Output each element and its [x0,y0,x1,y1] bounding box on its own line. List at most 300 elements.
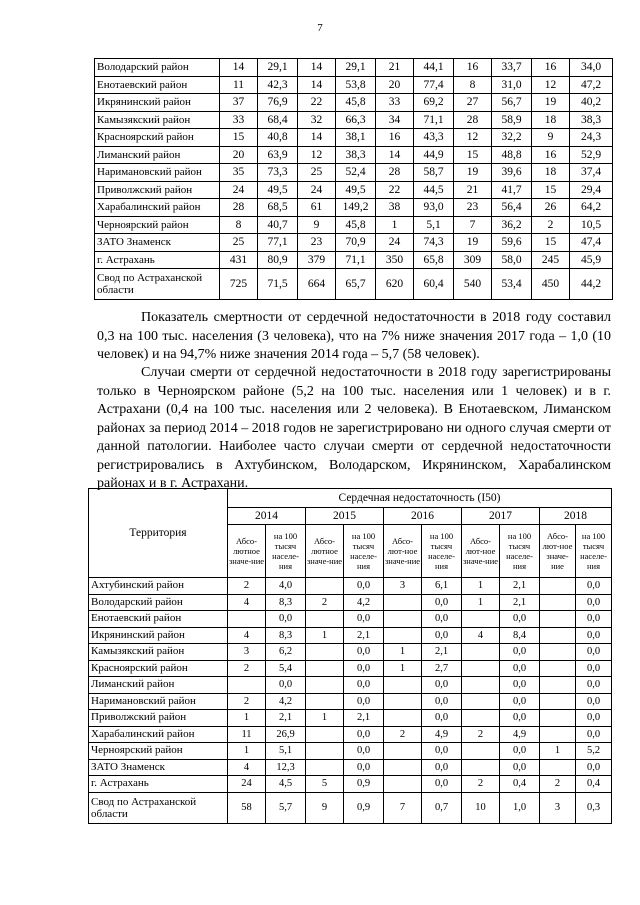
table-row [95,146,613,164]
cell-value: 49,5 [258,181,298,199]
cell-value: 0,0 [344,743,384,760]
cell-value [540,710,576,727]
cell-value: 0,0 [344,726,384,743]
cell-value: 8,4 [500,627,540,644]
cell-value: 68,5 [258,199,298,217]
sub-header: Абсо-лют-ное значе-ние [384,525,422,578]
cell-value: 0,0 [500,759,540,776]
table-row [95,181,613,199]
cell-value: 32,2 [492,129,532,147]
cell-value: 45,8 [336,94,376,112]
cell-value [462,677,500,694]
cell-value: 4,9 [422,726,462,743]
cell-value: 33 [376,94,414,112]
cell-value: 61 [298,199,336,217]
cell-value [228,611,266,628]
cell-value: 0,0 [422,611,462,628]
cell-value: 40,8 [258,129,298,147]
cell-value: 19 [454,164,492,182]
cell-value: 1 [384,644,422,661]
mortality-table-continued [94,58,613,300]
cell-value: 65,7 [336,269,376,300]
cell-value [540,578,576,595]
cell-value: 0,0 [500,743,540,760]
cell-value: 5,4 [266,660,306,677]
cell-value: 0,0 [576,726,612,743]
cell-value: 0,0 [422,693,462,710]
row-territory: Харабалинский район [89,726,228,743]
cell-value: 0,0 [576,594,612,611]
cell-value: 58,7 [414,164,454,182]
cell-value: 45,9 [570,251,613,269]
cell-value [306,644,344,661]
cell-value: 1 [384,660,422,677]
table-row [89,594,612,611]
cell-value: 379 [298,251,336,269]
cell-value: 1 [228,743,266,760]
cell-value: 5,2 [576,743,612,760]
cell-value: 4 [228,759,266,776]
cell-value [540,611,576,628]
table-row [89,578,612,595]
cell-value: 12,3 [266,759,306,776]
cell-value: 2,1 [500,578,540,595]
cell-value [384,710,422,727]
cell-value: 4,5 [266,776,306,793]
table-row [95,129,613,147]
cell-value: 53,8 [336,76,376,94]
cell-value: 80,9 [258,251,298,269]
cell-value: 0,0 [344,759,384,776]
cell-value [384,627,422,644]
cell-value: 16 [532,59,570,77]
year-header: 2017 [462,508,540,525]
cell-value: 2 [532,216,570,234]
cell-value: 77,1 [258,234,298,252]
cell-value: 58 [228,792,266,823]
cell-value: 28 [376,164,414,182]
cell-value [540,677,576,694]
cell-value: 0,0 [344,677,384,694]
cell-value [462,710,500,727]
cell-value: 49,5 [336,181,376,199]
row-territory: Камызякский район [95,111,220,129]
cell-value: 34,0 [570,59,613,77]
cell-value: 77,4 [414,76,454,94]
year-header: 2016 [384,508,462,525]
cell-value: 7 [384,792,422,823]
cell-value: 12 [532,76,570,94]
cell-value: 56,7 [492,94,532,112]
cell-value: 6,1 [422,578,462,595]
table-row [89,627,612,644]
cell-value: 0,0 [576,710,612,727]
row-territory: Черноярский район [95,216,220,234]
table-row [89,710,612,727]
cell-value: 664 [298,269,336,300]
table-row [95,199,613,217]
cell-value: 2 [228,660,266,677]
table-row [95,76,613,94]
cell-value: 0,0 [422,594,462,611]
row-territory: ЗАТО Знаменск [95,234,220,252]
cell-value: 71,1 [336,251,376,269]
cell-value [384,776,422,793]
cell-value: 27 [454,94,492,112]
cell-value: 41,7 [492,181,532,199]
cell-value: 0,9 [344,776,384,793]
paragraph-2 [97,364,611,494]
cell-value: 4 [228,627,266,644]
cell-value [306,743,344,760]
cell-value: 70,9 [336,234,376,252]
cell-value [306,611,344,628]
cell-value: 14 [376,146,414,164]
row-territory: Красноярский район [89,660,228,677]
cell-value: 24 [220,181,258,199]
cell-value: 12 [454,129,492,147]
cell-value: 60,4 [414,269,454,300]
cell-value: 34 [376,111,414,129]
cell-value: 38,1 [336,129,376,147]
cell-value: 0,3 [576,792,612,823]
cell-value: 4 [462,627,500,644]
cell-value: 24,3 [570,129,613,147]
table-row [89,677,612,694]
sub-header: на 100 тысяч населе-ния [500,525,540,578]
cell-value: 76,9 [258,94,298,112]
cell-value: 0,0 [576,611,612,628]
cell-value: 0,7 [422,792,462,823]
cell-value: 18 [532,164,570,182]
cell-value: 0,0 [500,693,540,710]
cell-value: 14 [298,129,336,147]
cell-value: 44,5 [414,181,454,199]
cell-value: 52,9 [570,146,613,164]
cell-value: 93,0 [414,199,454,217]
cell-value: 10 [462,792,500,823]
sub-header: на 100 тысяч населе-ния [266,525,306,578]
cell-value: 4,2 [266,693,306,710]
row-territory: Красноярский район [95,129,220,147]
table-row [89,660,612,677]
cell-value: 33 [220,111,258,129]
cell-value: 1,0 [500,792,540,823]
sub-header: Абсо-лютное значе-ние [306,525,344,578]
cell-value: 38 [376,199,414,217]
row-territory: Икрянинский район [95,94,220,112]
cell-value: 53,4 [492,269,532,300]
cell-value: 5 [306,776,344,793]
cell-value: 0,0 [344,578,384,595]
table-row [89,792,612,823]
year-header: 2014 [228,508,306,525]
cell-value: 36,2 [492,216,532,234]
cell-value: 26,9 [266,726,306,743]
cell-value: 64,2 [570,199,613,217]
sub-header: на 100 тысяч населе-ния [422,525,462,578]
cell-value: 3 [540,792,576,823]
year-header: 2015 [306,508,384,525]
row-territory: Ахтубинский район [89,578,228,595]
cell-value: 3 [384,578,422,595]
cell-value: 45,8 [336,216,376,234]
cell-value: 14 [298,59,336,77]
cell-value: 5,1 [266,743,306,760]
cell-value: 0,0 [576,759,612,776]
cell-value: 2 [462,776,500,793]
cell-value: 0,0 [422,759,462,776]
row-territory: Харабалинский район [95,199,220,217]
heart-failure-table [88,488,612,824]
cell-value: 22 [376,181,414,199]
cell-value: 2,1 [266,710,306,727]
cell-value [540,594,576,611]
table-row [95,269,613,300]
cell-value: 74,3 [414,234,454,252]
row-territory: Икрянинский район [89,627,228,644]
cell-value: 71,1 [414,111,454,129]
cell-value: 52,4 [336,164,376,182]
cell-value: 40,7 [258,216,298,234]
cell-value: 0,4 [500,776,540,793]
cell-value [384,594,422,611]
row-territory: Лиманский район [89,677,228,694]
cell-value: 0,0 [344,660,384,677]
cell-value: 8,3 [266,594,306,611]
cell-value [540,627,576,644]
cell-value: 1 [376,216,414,234]
cell-value [384,611,422,628]
cell-value: 25 [220,234,258,252]
table-row [89,611,612,628]
cell-value: 14 [298,76,336,94]
cell-value: 8 [220,216,258,234]
cell-value: 1 [462,578,500,595]
row-territory: г. Астрахань [95,251,220,269]
cell-value: 24 [376,234,414,252]
cell-value: 0,0 [422,710,462,727]
cell-value [462,759,500,776]
cell-value [306,660,344,677]
cell-value: 29,4 [570,181,613,199]
cell-value [384,677,422,694]
cell-value [540,660,576,677]
cell-value: 620 [376,269,414,300]
cell-value [306,726,344,743]
cell-value: 431 [220,251,258,269]
cell-value: 15 [532,234,570,252]
sub-header: Абсо-лютное значе-ние [228,525,266,578]
cell-value: 1 [306,710,344,727]
cell-value [306,693,344,710]
cell-value: 58,0 [492,251,532,269]
cell-value: 69,2 [414,94,454,112]
table-row [95,164,613,182]
cell-value: 16 [376,129,414,147]
cell-value: 37 [220,94,258,112]
cell-value: 0,0 [500,660,540,677]
cell-value: 1 [306,627,344,644]
cell-value [462,644,500,661]
cell-value: 0,0 [422,776,462,793]
table-row [95,216,613,234]
cell-value: 24 [228,776,266,793]
cell-value [462,693,500,710]
cell-value: 450 [532,269,570,300]
page-number: 7 [317,22,323,34]
cell-value: 0,0 [344,611,384,628]
cell-value: 8 [454,76,492,94]
cell-value: 16 [532,146,570,164]
cell-value: 73,3 [258,164,298,182]
row-territory: Наримановский район [95,164,220,182]
cell-value: 2,1 [500,594,540,611]
table-row [95,94,613,112]
cell-value: 2 [462,726,500,743]
cell-value: 0,0 [266,677,306,694]
cell-value: 0,0 [500,677,540,694]
cell-value: 16 [454,59,492,77]
cell-value: 23 [454,199,492,217]
cell-value: 43,3 [414,129,454,147]
cell-value: 1 [462,594,500,611]
cell-value: 19 [532,94,570,112]
cell-value: 0,0 [500,644,540,661]
cell-value: 0,0 [576,578,612,595]
cell-value [462,660,500,677]
row-territory: Енотаевский район [95,76,220,94]
cell-value: 6,2 [266,644,306,661]
row-territory: Свод по Астраханской области [89,792,228,823]
row-territory: Черноярский район [89,743,228,760]
cell-value: 35 [220,164,258,182]
cell-value: 2,1 [344,710,384,727]
sub-header: Абсо-лют-ное значе-ние [540,525,576,578]
cell-value: 40,2 [570,94,613,112]
sub-header: Абсо-лют-ное значе-ние [462,525,500,578]
cell-value: 66,3 [336,111,376,129]
cell-value: 59,6 [492,234,532,252]
cell-value: 44,2 [570,269,613,300]
cell-value: 37,4 [570,164,613,182]
cell-value: 11 [220,76,258,94]
cell-value [384,693,422,710]
cell-value: 28 [454,111,492,129]
row-territory: Наримановский район [89,693,228,710]
row-territory: Володарский район [89,594,228,611]
cell-value: 39,6 [492,164,532,182]
cell-value: 15 [454,146,492,164]
cell-value: 20 [376,76,414,94]
cell-value: 4,0 [266,578,306,595]
cell-value: 24 [298,181,336,199]
cell-value: 15 [220,129,258,147]
cell-value: 2,1 [344,627,384,644]
cell-value: 9 [298,216,336,234]
cell-value: 5,1 [414,216,454,234]
cell-value: 8,3 [266,627,306,644]
cell-value: 0,0 [422,743,462,760]
cell-value: 0,0 [576,693,612,710]
table-row [89,644,612,661]
cell-value: 4 [228,594,266,611]
cell-value: 245 [532,251,570,269]
cell-value: 42,3 [258,76,298,94]
row-territory: Приволжский район [89,710,228,727]
cell-value: 25 [298,164,336,182]
cell-value: 2 [540,776,576,793]
cell-value: 28 [220,199,258,217]
cell-value: 23 [298,234,336,252]
cell-value: 149,2 [336,199,376,217]
cell-value: 725 [220,269,258,300]
cell-value: 18 [532,111,570,129]
table-row [89,726,612,743]
row-territory: Свод по Астраханской области [95,269,220,300]
cell-value: 0,0 [422,627,462,644]
cell-value: 19 [454,234,492,252]
cell-value [540,644,576,661]
table-row [95,234,613,252]
cell-value: 0,0 [576,677,612,694]
cell-value: 58,9 [492,111,532,129]
cell-value: 38,3 [570,111,613,129]
table-row [89,743,612,760]
cell-value: 0,0 [500,710,540,727]
cell-value [384,759,422,776]
table-row [89,776,612,793]
cell-value: 2 [384,726,422,743]
sub-header: на 100 тысяч населе-ния [576,525,612,578]
cell-value: 3 [228,644,266,661]
territory-header: Территория [89,489,228,578]
cell-value: 0,0 [422,677,462,694]
row-territory: Камызякский район [89,644,228,661]
table-row [89,759,612,776]
row-territory: Володарский район [95,59,220,77]
cell-value [540,726,576,743]
cell-value: 0,0 [576,644,612,661]
paragraph-2-text: Случаи смерти от сердечной недостаточности в 2018 году зарегистрированы только в Черноярском районе (5,2 на 100 тыс. населения или 1 человек) и в г. Астрахани (0,4 на 100 тыс. населения или 2 человека). В Енотаевском, Лиманском районах за период 2014 – 2018 годов не зарегистрировано ни одного случая смерти от данной патологии. Наиболее часто случаи смерти от сердечной недостаточности регистрировались в Ахтубинском, Володарском, Икрянинском, Харабалинском районах и в г. Астрахани. [97,365,611,491]
cell-value: 5,7 [266,792,306,823]
cell-value: 2,1 [422,644,462,661]
cell-value: 29,1 [336,59,376,77]
cell-value [306,759,344,776]
cell-value [540,693,576,710]
cell-value: 7 [454,216,492,234]
cell-value: 1 [228,710,266,727]
cell-value: 10,5 [570,216,613,234]
cell-value: 38,3 [336,146,376,164]
row-territory: г. Астрахань [89,776,228,793]
cell-value: 21 [454,181,492,199]
cell-value: 9 [532,129,570,147]
row-territory: Приволжский район [95,181,220,199]
cell-value: 540 [454,269,492,300]
cell-value: 65,8 [414,251,454,269]
year-header: 2018 [540,508,612,525]
cell-value: 48,8 [492,146,532,164]
cell-value: 29,1 [258,59,298,77]
cell-value: 2 [228,578,266,595]
cell-value: 56,4 [492,199,532,217]
cell-value: 12 [298,146,336,164]
cell-value [228,677,266,694]
paragraph-1-text: Показатель смертности от сердечной недостаточности в 2018 году составил 0,3 на 100 тыс. населения (3 человека), что на 7% ниже значения 2017 года – 1,0 (10 человек) и на 94,7% ниже значения 2014 года – 5,7 (58 человек). [97,310,611,362]
cell-value: 22 [298,94,336,112]
cell-value: 11 [228,726,266,743]
